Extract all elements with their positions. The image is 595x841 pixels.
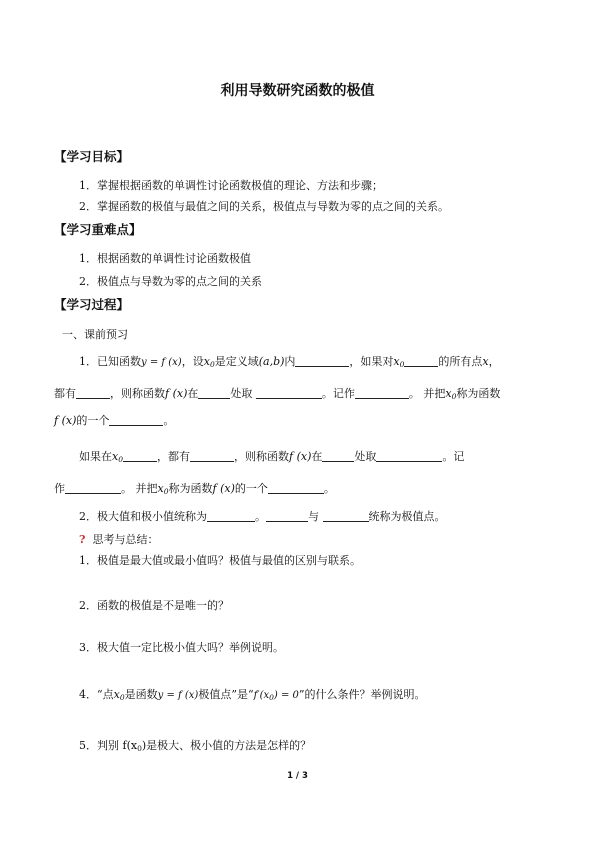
- q1b-d: 在: [311, 450, 323, 463]
- q1b-e: 处取: [354, 450, 377, 463]
- q1b-fx-2: f (x): [212, 482, 235, 495]
- think-label: 思考与总结：: [92, 533, 159, 546]
- goal-item-2: 2．掌握函数的极值与最值之间的关系，极值点与导数为零的点之间的关系。: [79, 200, 449, 213]
- q1-x: x: [482, 355, 489, 368]
- q1b-fx: f (x): [289, 450, 312, 463]
- q1-t2: 是定义域: [214, 355, 259, 368]
- q1b-x0: $x_0$: [112, 450, 123, 464]
- question-4: [79, 686, 426, 702]
- blank-2[interactable]: [404, 355, 438, 367]
- blank-14[interactable]: [207, 510, 255, 522]
- q1-line3: [54, 412, 174, 428]
- q1-l3: 的一个: [76, 414, 110, 427]
- blank-10[interactable]: [322, 450, 354, 462]
- q1-l2c: 在: [187, 387, 199, 400]
- blank-6[interactable]: [355, 387, 409, 399]
- q1b-h: 。 并把: [121, 482, 158, 495]
- blank-16[interactable]: [323, 510, 369, 522]
- q1-line1: [79, 353, 500, 369]
- q1-t3: 内: [284, 355, 296, 368]
- q1b-c: ，则称函数: [234, 450, 289, 463]
- q4-x0: $x_0$: [113, 688, 125, 702]
- blank-12[interactable]: [65, 482, 121, 494]
- key-points-header: 【学习重难点】: [54, 222, 142, 237]
- q1-x0: $x_0$: [203, 355, 215, 369]
- q1b-i: 称为函数: [168, 482, 213, 495]
- blank-5[interactable]: [256, 387, 322, 399]
- q4-fn: y = f (x): [157, 690, 199, 701]
- q1-t6: ，: [488, 355, 500, 368]
- question-3: 3．极大值一定比极小值大吗？举例说明。: [79, 641, 284, 654]
- q5-sub: 0: [137, 744, 142, 753]
- q1-num: 1．已知函数: [79, 355, 141, 368]
- blank-1[interactable]: [295, 355, 349, 367]
- question-2: 2．函数的极值是不是唯一的？: [79, 599, 229, 612]
- q1b-b: ，都有: [157, 450, 190, 463]
- key-point-item-2: 2．极值点与导数为零的点之间的关系: [79, 275, 262, 288]
- blank-9[interactable]: [190, 450, 234, 462]
- q2-d: 统称为极值点。: [368, 510, 446, 523]
- question-icon: ?: [79, 533, 86, 546]
- key-point-item-1: 1．根据函数的单调性讨论函数极值: [79, 252, 251, 265]
- q5-a: 5．判别 f(x: [79, 739, 138, 752]
- q2-c: 与: [308, 510, 319, 523]
- q4-c: 极值点”是“: [198, 688, 254, 701]
- blank-4[interactable]: [198, 387, 230, 399]
- q4-b: 是函数: [124, 688, 158, 701]
- q4-a: 4．“点: [79, 688, 114, 701]
- question-5: [79, 737, 311, 753]
- blank-3[interactable]: [76, 387, 110, 399]
- q1-l2g: 称为函数: [456, 387, 501, 400]
- q4-d: ”的什么条件？举例说明。: [298, 688, 426, 701]
- page-number: 1 / 3: [287, 771, 308, 781]
- q1b-f: 。记: [442, 450, 465, 463]
- q1-fn: y = f (x): [141, 357, 182, 368]
- blank-15[interactable]: [266, 510, 308, 522]
- q1-t4: ，如果对: [349, 355, 394, 368]
- q2-a: 2．极大值和极小值统称为: [79, 510, 207, 523]
- q2-line: [79, 508, 446, 524]
- q1-l2e: 。记作: [321, 387, 355, 400]
- goals-header: 【学习目标】: [54, 149, 130, 164]
- q1-x0c: $x_0$: [445, 387, 457, 401]
- q5-b: )是极大、极小值的方法是怎样的？: [141, 739, 312, 752]
- q1-l2d: 处取: [230, 387, 253, 400]
- process-header: 【学习过程】: [54, 297, 130, 312]
- q1b-j: 的一个: [234, 482, 268, 495]
- q1-l2b: ，则称函数: [110, 387, 165, 400]
- q1b-g: 作: [54, 482, 65, 495]
- q1-line2: [54, 385, 500, 401]
- q1-x0b: $x_0$: [393, 355, 405, 369]
- question-1: 1．极值是最大值或最小值吗？极值与最值的区别与联系。: [79, 554, 361, 567]
- q1-fx: f (x): [165, 387, 188, 400]
- blank-11[interactable]: [376, 450, 442, 462]
- q1-t1: ，设: [181, 355, 204, 368]
- q1-l2a: 都有: [54, 387, 76, 400]
- blank-8[interactable]: [123, 450, 157, 462]
- q1-fx-2: f (x): [54, 414, 77, 427]
- blank-13[interactable]: [268, 482, 324, 494]
- goal-item-1: 1．掌握根据函数的单调性讨论函数极值的理论、方法和步骤；: [79, 179, 383, 192]
- q1b-x0b: $x_0$: [157, 482, 169, 496]
- q1-t5: 的所有点: [438, 355, 483, 368]
- q1-l3end: 。: [163, 414, 175, 427]
- q1-ab: (a,b): [258, 355, 285, 368]
- q1-l2f: 。 并把: [408, 387, 446, 400]
- q1b-a: 如果在: [79, 450, 112, 463]
- q1b-line2: [54, 480, 335, 496]
- page-title: 利用导数研究函数的极值: [220, 83, 375, 99]
- q1b-k: 。: [323, 482, 335, 495]
- think-line: [79, 531, 158, 547]
- q2-b: 。: [255, 510, 266, 523]
- part1-label: 一、课前预习: [62, 328, 128, 341]
- blank-7[interactable]: [109, 414, 163, 426]
- q1b-line1: [79, 448, 464, 464]
- q4-deriv: $f'(x_0) = 0$: [253, 690, 299, 702]
